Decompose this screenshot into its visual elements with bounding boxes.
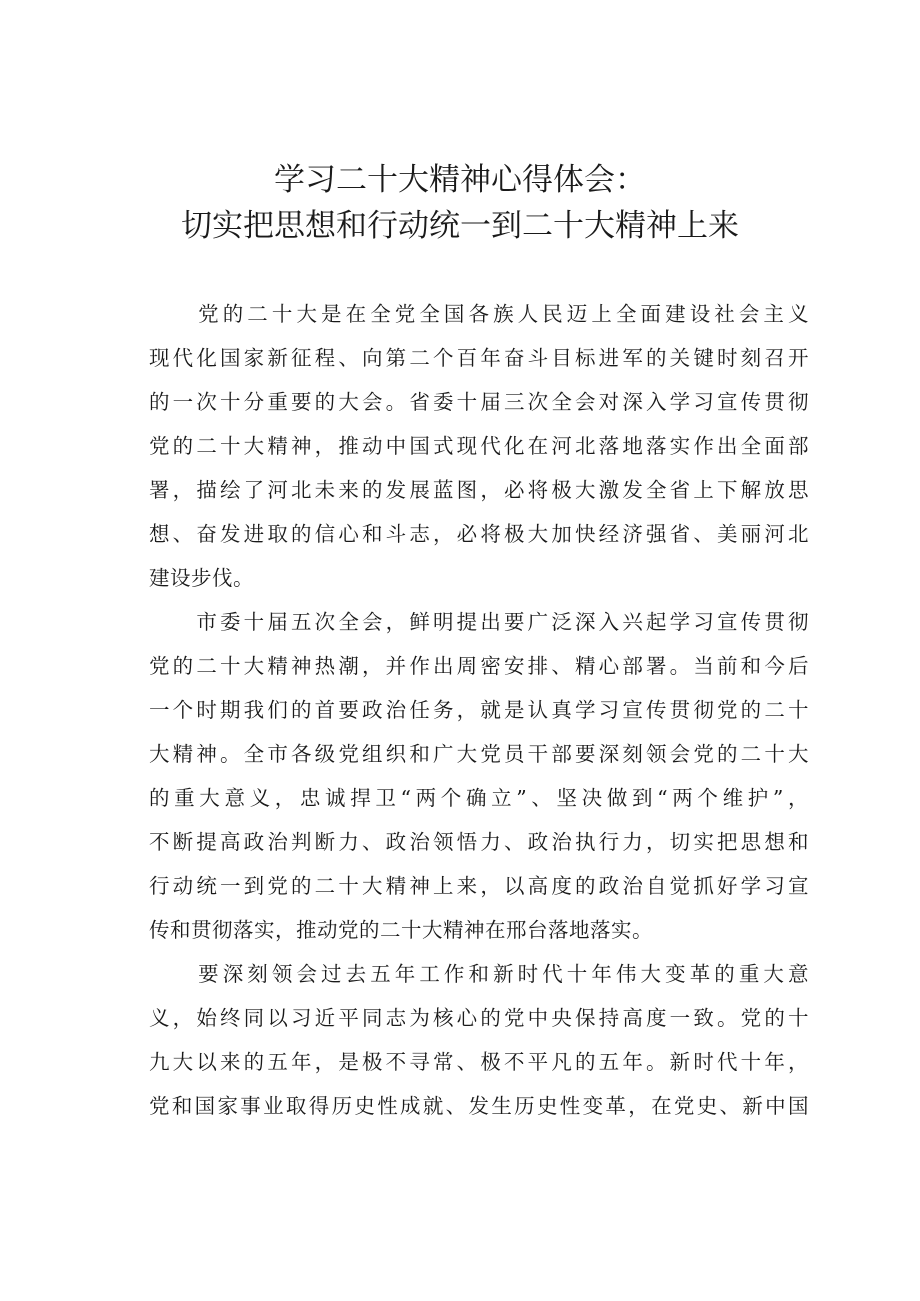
paragraph-line: 义，始终同以习近平同志为核心的党中央保持高度一致。党的十 bbox=[149, 1006, 809, 1030]
paragraph-line: 大精神。全市各级党组织和广大党员干部要深刻领会党的二十大 bbox=[149, 742, 809, 766]
paragraph-line: 不断提高政治判断力、政治领悟力、政治执行力，切实把思想和 bbox=[149, 830, 809, 854]
paragraph-line: 党的二十大精神热潮，并作出周密安排、精心部署。当前和今后 bbox=[149, 654, 809, 678]
paragraph-1 bbox=[149, 292, 809, 600]
paragraph-line: 的一次十分重要的大会。省委十届三次全会对深入学习宣传贯彻 bbox=[149, 390, 809, 414]
paragraph-line: 的重大意义，忠诚捍卫“两个确立”、坚决做到“两个维护”， bbox=[149, 786, 809, 810]
paragraph-line: 党的二十大是在全党全国各族人民迈上全面建设社会主义 bbox=[149, 302, 809, 326]
document-title-line-2: 切实把思想和行动统一到二十大精神上来 bbox=[181, 208, 739, 244]
paragraph-3 bbox=[149, 952, 809, 1128]
paragraph-2 bbox=[149, 600, 809, 952]
paragraph-line: 要深刻领会过去五年工作和新时代十年伟大变革的重大意 bbox=[149, 962, 809, 986]
paragraph-line: 现代化国家新征程、向第二个百年奋斗目标进军的关键时刻召开 bbox=[149, 346, 809, 370]
paragraph-line: 建设步伐。 bbox=[149, 566, 254, 590]
paragraph-line: 想、奋发进取的信心和斗志，必将极大加快经济强省、美丽河北 bbox=[149, 522, 809, 546]
paragraph-line: 党和国家事业取得历史性成就、发生历史性变革，在党史、新中国 bbox=[149, 1094, 809, 1118]
paragraph-line: 党的二十大精神，推动中国式现代化在河北落地落实作出全面部 bbox=[149, 434, 809, 458]
paragraph-line: 传和贯彻落实，推动党的二十大精神在邢台落地落实。 bbox=[149, 918, 653, 942]
paragraph-line: 署，描绘了河北未来的发展蓝图，必将极大激发全省上下解放思 bbox=[149, 478, 809, 502]
document-body bbox=[149, 292, 809, 1128]
paragraph-line: 市委十届五次全会，鲜明提出要广泛深入兴起学习宣传贯彻 bbox=[149, 610, 809, 634]
document-title-line-1: 学习二十大精神心得体会： bbox=[274, 162, 646, 198]
paragraph-line: 行动统一到党的二十大精神上来，以高度的政治自觉抓好学习宣 bbox=[149, 874, 809, 898]
paragraph-line: 一个时期我们的首要政治任务，就是认真学习宣传贯彻党的二十 bbox=[149, 698, 809, 722]
paragraph-line: 九大以来的五年，是极不寻常、极不平凡的五年。新时代十年， bbox=[149, 1050, 809, 1074]
